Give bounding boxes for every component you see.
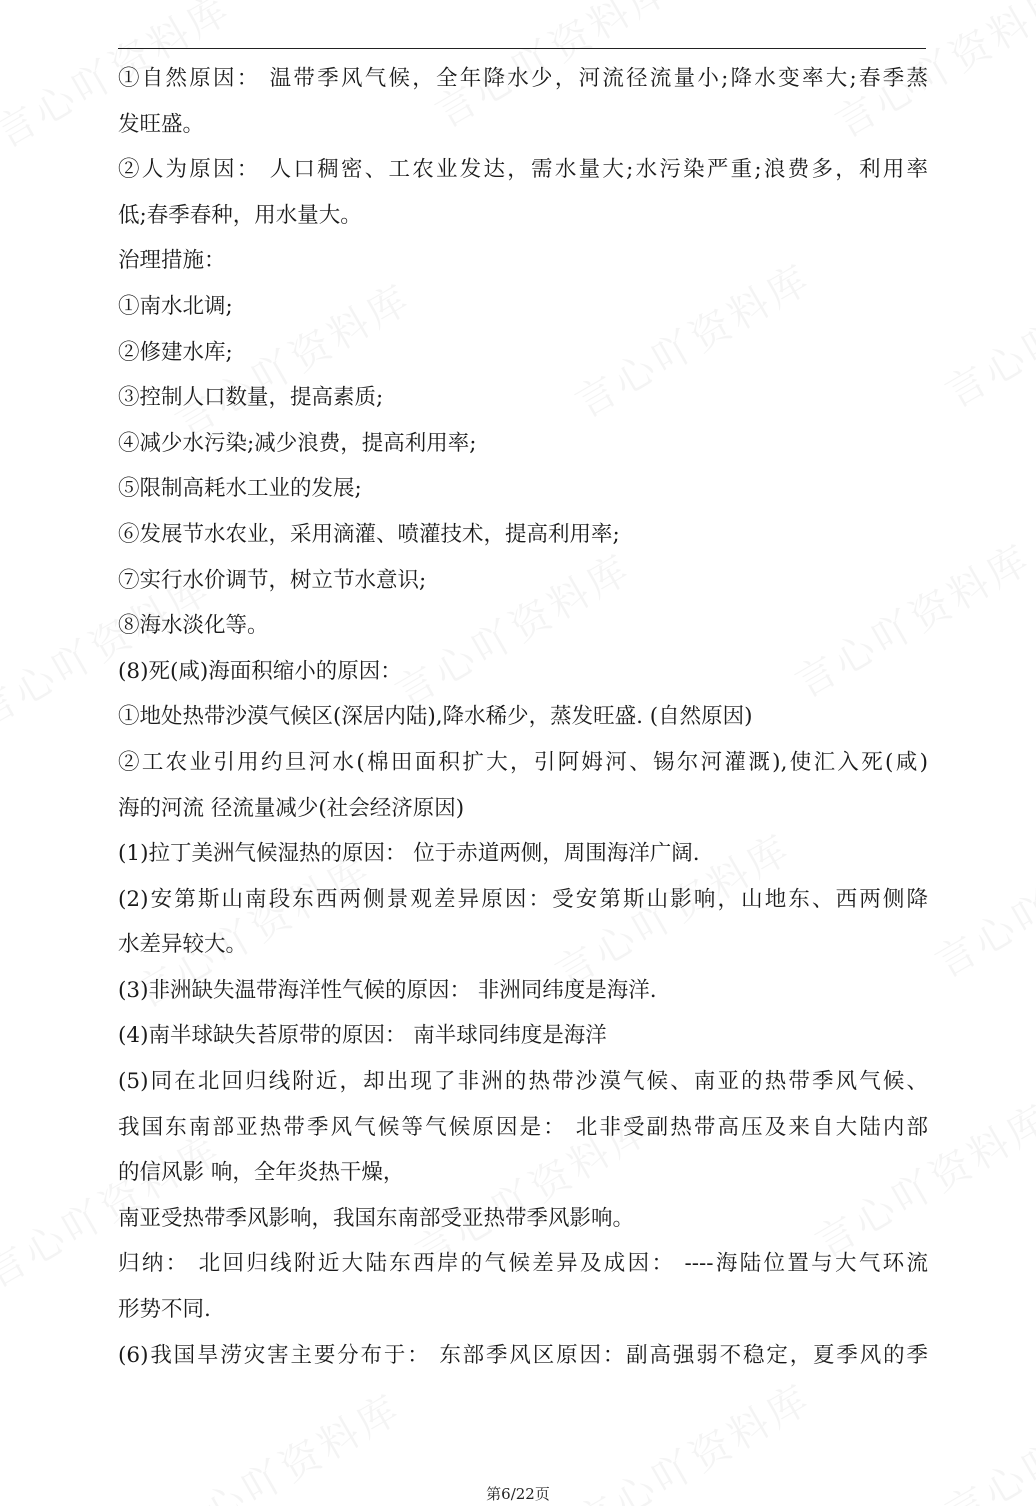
text-line: ⑧海水淡化等。 <box>118 613 269 639</box>
text-line: (1)拉丁美洲气候湿热的原因： 位于赤道两侧，周围海洋广阔. <box>118 841 700 867</box>
text-line: 海的河流 径流量减少(社会经济原因) <box>118 795 465 821</box>
text-line: (5)同在北回归线附近，却出现了非洲的热带沙漠气候、南亚的热带季风气候、 <box>118 1069 928 1095</box>
text-line: 治理措施： <box>118 248 226 274</box>
watermark-text <box>923 808 1036 989</box>
text-line: 的信风影 响，全年炎热干燥， <box>118 1160 405 1186</box>
text-line: (6)我国旱涝灾害主要分布于： 东部季风区原因：副高强弱不稳定，夏季风的季 <box>118 1342 928 1368</box>
text-line: (4)南半球缺失苔原带的原因： 南半球同纬度是海洋 <box>118 1023 607 1049</box>
text-line: ⑤限制高耗水工业的发展; <box>118 476 362 502</box>
watermark-text <box>933 238 1036 419</box>
text-line: 归纳： 北回归线附近大陆东西岸的气候差异及成因： ----海陆位置与大气环流 <box>118 1251 928 1277</box>
header-rule <box>118 48 926 49</box>
text-line: ③控制人口数量，提高素质; <box>118 385 384 411</box>
text-line: 我国东南部亚热带季风气候等气候原因是： 北非受副热带高压及来自大陆内部 <box>118 1114 928 1140</box>
text-line: 低;春季春种，用水量大。 <box>118 202 362 228</box>
text-line: ⑦实行水价调节，树立节水意识; <box>118 567 427 593</box>
text-line: (2)安第斯山南段东西两侧景观差异原因：受安第斯山影响，山地东、西两侧降 <box>118 886 928 912</box>
text-line: 形势不同. <box>118 1297 211 1323</box>
text-line: ①自然原因： 温带季风气候，全年降水少，河流径流量小;降水变率大;春季蒸 <box>118 66 928 91</box>
text-line: ②工农业引用约旦河水(棉田面积扩大，引阿姆河、锡尔河灌溉),使汇入死(咸) <box>118 749 928 775</box>
text-line: ②人为原因： 人口稠密、工农业发达，需水量大;水污染严重;浪费多，利用率 <box>118 157 928 183</box>
text-line: ①南水北调; <box>118 293 233 319</box>
text-line: 水差异较大。 <box>118 932 248 958</box>
text-line: 南亚受热带季风影响，我国东南部受亚热带季风影响。 <box>118 1205 635 1231</box>
text-line: (3)非洲缺失温带海洋性气候的原因： 非洲同纬度是海洋. <box>118 977 657 1003</box>
text-line: (8)死(咸)海面积缩小的原因： <box>118 658 402 684</box>
page-number: 第6/22页 <box>486 1485 550 1503</box>
text-line: 发旺盛。 <box>118 111 205 137</box>
text-line: ②修建水库; <box>118 339 233 365</box>
text-line: ①地处热带沙漠气候区(深居内陆),降水稀少，蒸发旺盛. (自然原因) <box>118 704 753 730</box>
text-line: ⑥发展节水农业，采用滴灌、喷灌技术，提高利用率; <box>118 521 620 547</box>
document-body <box>118 56 928 1378</box>
text-line: ④减少水污染;减少浪费，提高利用率; <box>118 430 477 456</box>
